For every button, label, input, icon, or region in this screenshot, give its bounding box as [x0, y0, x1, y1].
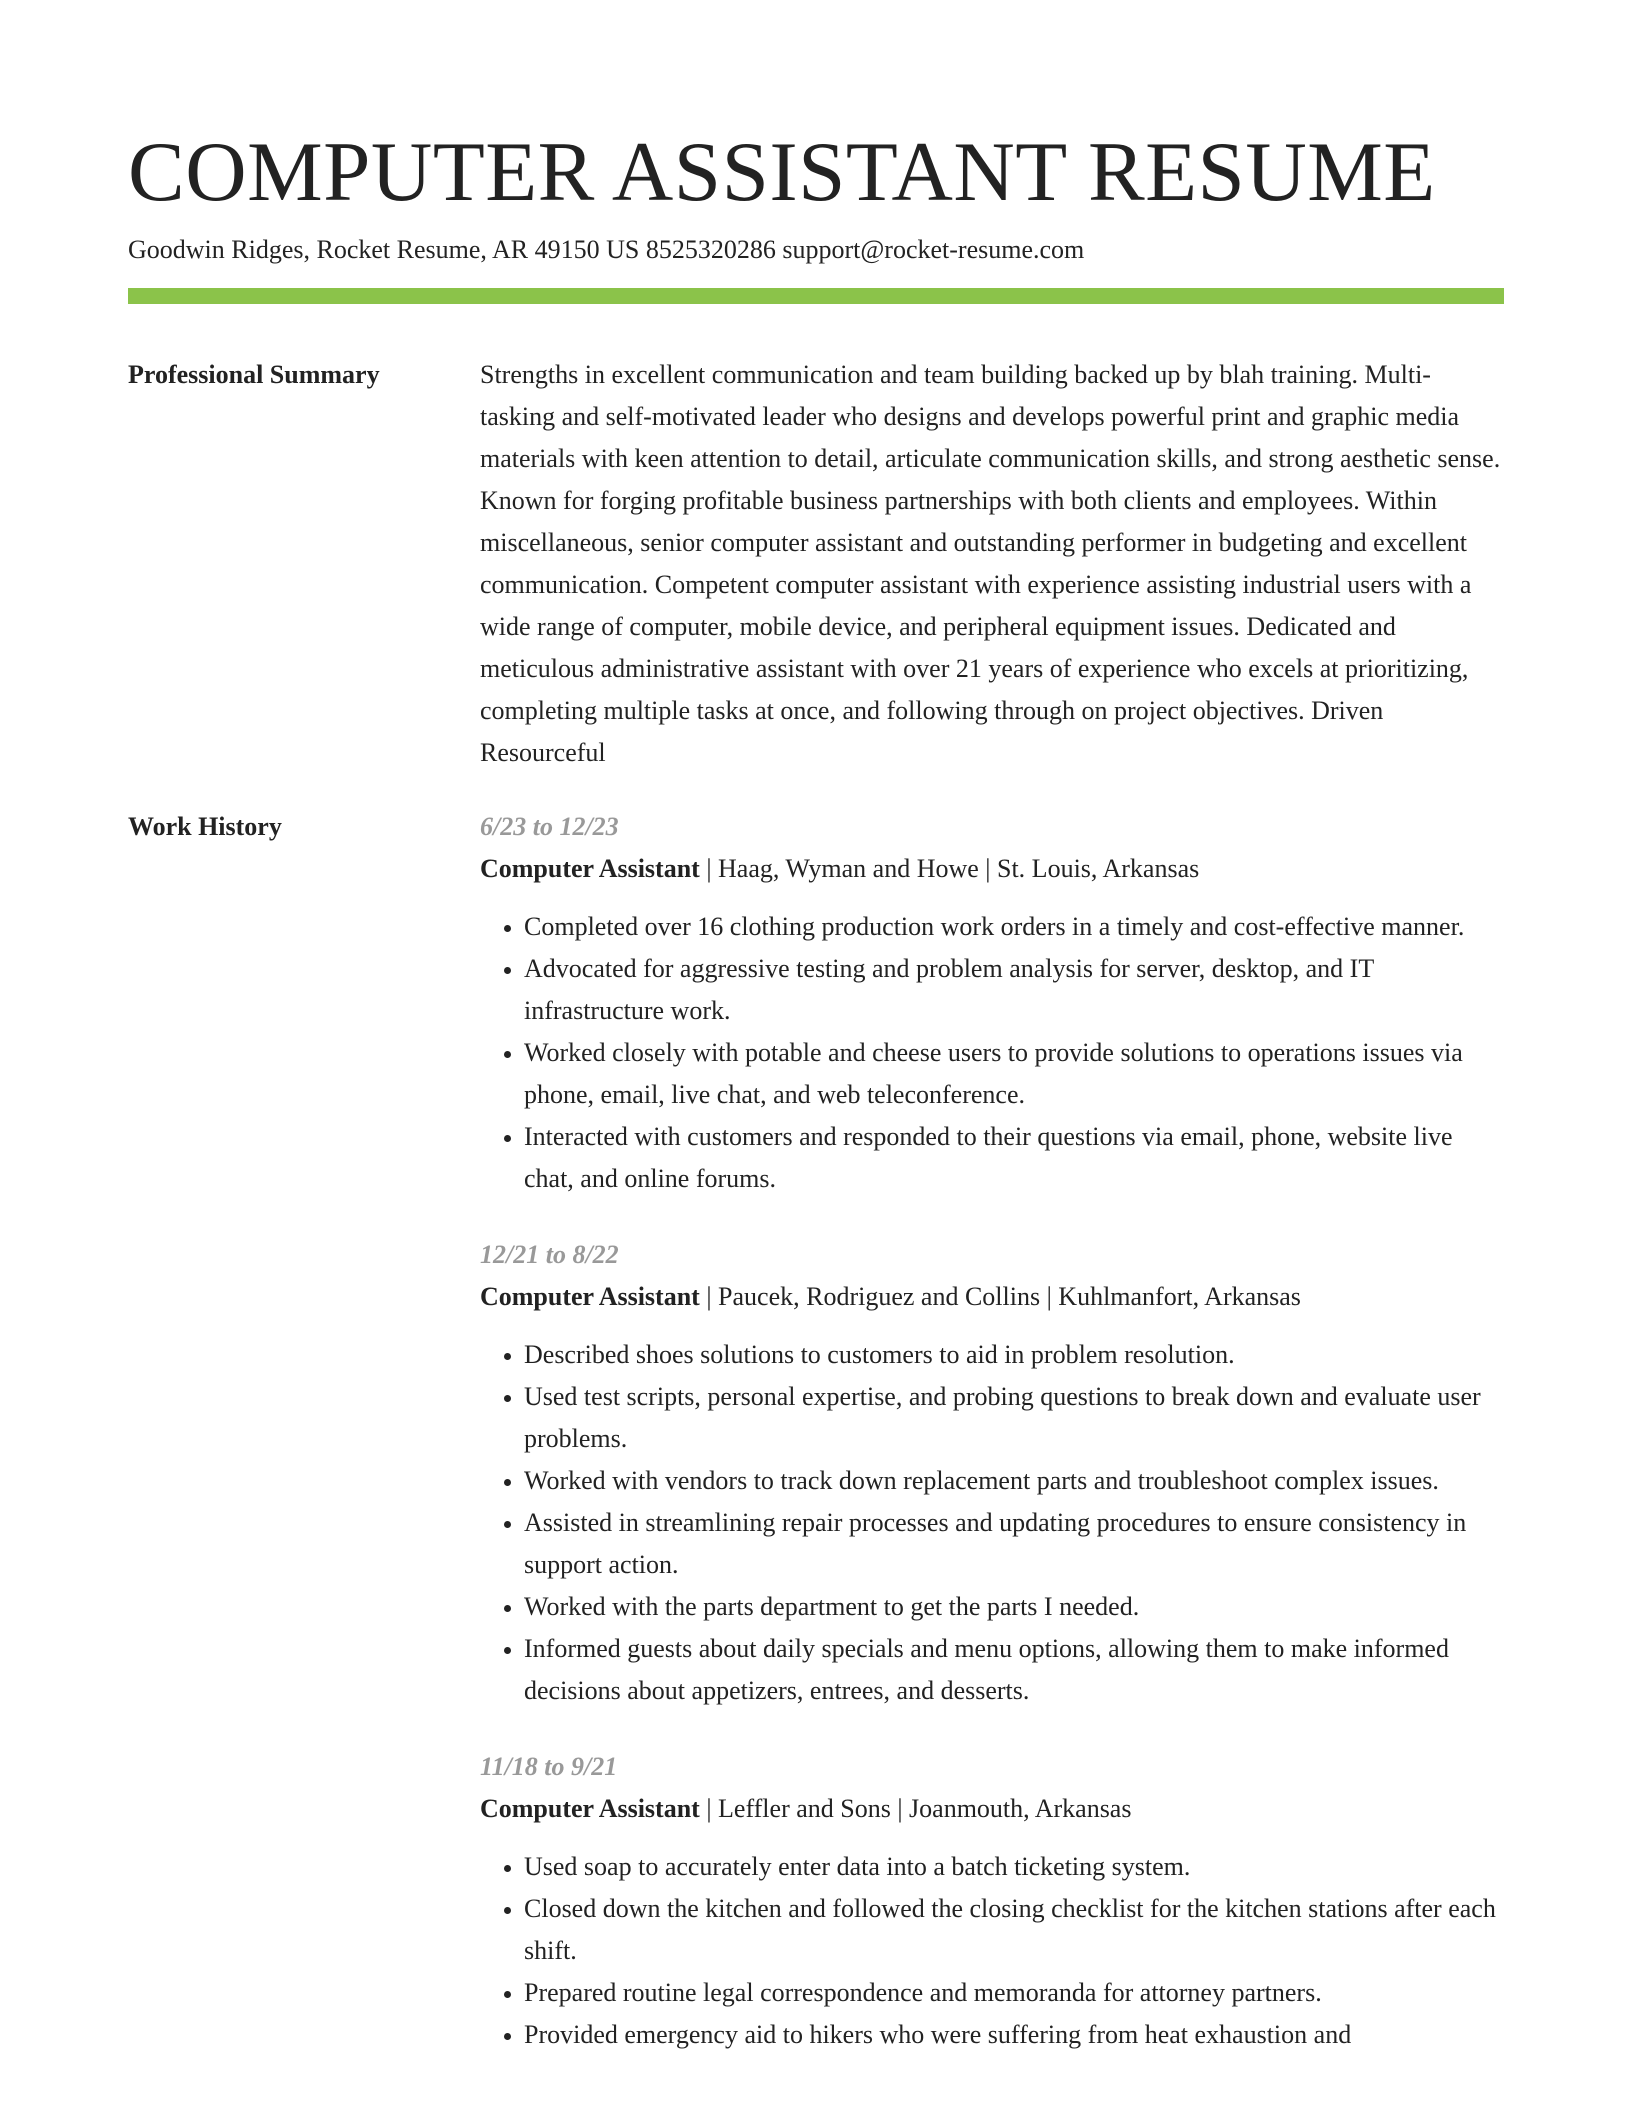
work-history-list [480, 806, 1504, 2090]
job-entry [480, 1234, 1504, 1712]
job-bullet: • Prepared routine legal correspondence and memoranda for attorney partners. [524, 1972, 1504, 2014]
job-employer-location: | Haag, Wyman and Howe | St. Louis, Arkansas [699, 854, 1200, 883]
job-title-line [480, 1788, 1504, 1830]
job-title-line [480, 1276, 1504, 1318]
contact-phone: 8525320286 [645, 235, 776, 264]
job-bullet: • Used test scripts, personal expertise, and probing questions to break down and evaluate user problems. [524, 1376, 1504, 1460]
contact-line [128, 234, 1504, 266]
job-dates: 11/18 to 9/21 [480, 1752, 618, 1781]
job-bullet: • Completed over 16 clothing production work orders in a timely and cost-effective manner. [524, 906, 1504, 948]
job-title: Computer Assistant [480, 1282, 700, 1311]
job-dates: 12/21 to 8/22 [480, 1240, 619, 1269]
job-entry [480, 1746, 1504, 2056]
job-title: Computer Assistant [480, 854, 700, 883]
job-bullet: • Interacted with customers and responded to their questions via email, phone, website live chat, and online forums. [524, 1116, 1504, 1200]
header-divider [128, 288, 1504, 304]
job-employer-location: | Leffler and Sons | Joanmouth, Arkansas [699, 1794, 1132, 1823]
job-bullet: • Assisted in streamlining repair processes and updating procedures to ensure consistency in support action. [524, 1502, 1504, 1586]
job-entry [480, 806, 1504, 1200]
job-title: Computer Assistant [480, 1794, 700, 1823]
job-employer-location: | Paucek, Rodriguez and Collins | Kuhlmanfort, Arkansas [699, 1282, 1301, 1311]
job-bullet: • Advocated for aggressive testing and problem analysis for server, desktop, and IT infrastructure work. [524, 948, 1504, 1032]
job-bullet-list [480, 906, 1504, 1200]
summary-text: Strengths in excellent communication and team building backed up by blah training. Multi-tasking and self-motivated leader who designs and develops powerful print and graphic media materials with keen attention to detail, articulate communication skills, and strong aesthetic sense. Known for forging profitable business partnerships with both clients and employees. Within miscellaneous, senior computer assistant and outstanding performer in budgeting and excellent communication. Competent computer assistant with experience assisting industrial users with a wide range of computer, mobile device, and peripheral equipment issues. Dedicated and meticulous administrative assistant with over 21 years of experience who excels at prioritizing, completing multiple tasks at once, and following through on project objectives. Driven Resourceful [480, 360, 1501, 767]
job-title-line [480, 848, 1504, 890]
job-bullet-list [480, 1334, 1504, 1712]
page-title: COMPUTER ASSISTANT RESUME [128, 125, 1436, 219]
job-bullet: • Described shoes solutions to customers to aid in problem resolution. [524, 1334, 1504, 1376]
job-dates: 6/23 to 12/23 [480, 812, 619, 841]
job-bullet: • Worked with vendors to track down replacement parts and troubleshoot complex issues. [524, 1460, 1504, 1502]
work-history-heading: Work History [128, 812, 282, 841]
contact-address: Goodwin Ridges, Rocket Resume, AR 49150 US [128, 235, 640, 264]
job-bullet: • Informed guests about daily specials and menu options, allowing them to make informed decisions about appetizers, entrees, and desserts. [524, 1628, 1504, 1712]
work-history-section [128, 806, 1504, 2090]
summary-heading: Professional Summary [128, 360, 380, 389]
job-bullet-list [480, 1846, 1504, 2056]
summary-section [128, 354, 1504, 774]
job-bullet: • Used soap to accurately enter data into a batch ticketing system. [524, 1846, 1504, 1888]
contact-email: support@rocket-resume.com [782, 235, 1085, 264]
job-bullet: • Closed down the kitchen and followed the closing checklist for the kitchen stations after each shift. [524, 1888, 1504, 1972]
job-bullet: • Worked closely with potable and cheese users to provide solutions to operations issues via phone, email, live chat, and web teleconference. [524, 1032, 1504, 1116]
job-bullet: • Provided emergency aid to hikers who were suffering from heat exhaustion and [524, 2014, 1504, 2056]
job-bullet: • Worked with the parts department to get the parts I needed. [524, 1586, 1504, 1628]
resume-page [128, 0, 1504, 2090]
